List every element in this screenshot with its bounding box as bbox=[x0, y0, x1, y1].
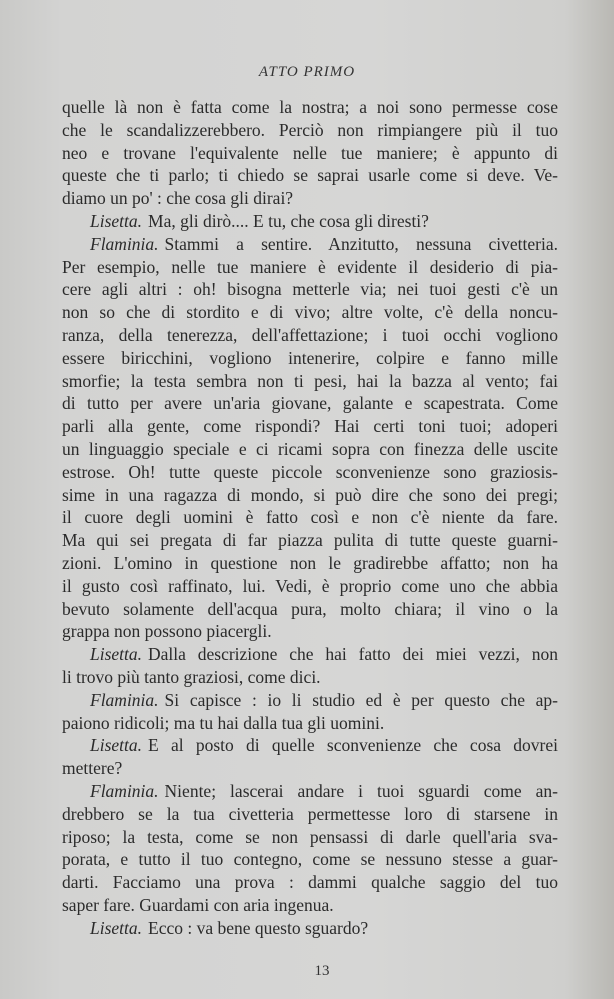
text-line bbox=[62, 803, 558, 826]
text-line bbox=[62, 370, 558, 393]
line-text: Ma, gli dirò.... E tu, che cosa gli diresti? bbox=[148, 210, 429, 231]
line-text: darti. Facciamo una prova : dammi qualche saggio del tuo bbox=[62, 872, 558, 893]
line-text: grappa non possono piacergli. bbox=[62, 621, 272, 642]
line-text: riposo; la testa, come se non pensassi di darle quell'aria sva- bbox=[62, 826, 558, 847]
text-line bbox=[62, 278, 558, 301]
running-header: ATTO PRIMO bbox=[258, 64, 356, 80]
line-text: un linguaggio speciale e ci ricami sopra con finezza delle uscite bbox=[62, 438, 558, 459]
line-text: smorfie; la testa sembra non ti pesi, hai la bazza al vento; fai bbox=[62, 370, 558, 391]
speaker-name: Flaminia. bbox=[90, 780, 159, 801]
text-line bbox=[62, 529, 558, 552]
text-line bbox=[62, 301, 558, 324]
line-text: saper fare. Guardami con aria ingenua. bbox=[62, 894, 334, 915]
line-text: queste che ti parlo; ti chiedo se saprai usarle come si deve. Ve- bbox=[62, 165, 558, 186]
line-text: Ma qui sei pregata di far piazza pulita di tutte queste guarni- bbox=[62, 530, 558, 551]
line-text: paiono ridicoli; ma tu hai dalla tua gli uomini. bbox=[62, 712, 385, 733]
text-line bbox=[62, 164, 558, 187]
text-line bbox=[62, 461, 558, 484]
line-text: Dalla descrizione che hai fatto dei miei vezzi, non bbox=[148, 644, 558, 665]
line-text: che le scandalizzerebbero. Perciò non rimpiangere più il tuo bbox=[62, 119, 558, 140]
line-text: non so che di stordito e di vivo; altre volte, c'è della noncu- bbox=[62, 302, 558, 323]
speaker-name: Flaminia. bbox=[90, 689, 159, 710]
text-line bbox=[62, 392, 558, 415]
text-line bbox=[62, 848, 558, 871]
page-number: 13 bbox=[314, 963, 330, 979]
speaker-name: Flaminia. bbox=[90, 233, 159, 254]
text-line bbox=[62, 666, 558, 689]
text-line bbox=[62, 233, 558, 256]
line-text: neo e trovane l'equivalente nelle tue maniere; è appunto di bbox=[62, 142, 558, 163]
text-line bbox=[62, 142, 558, 165]
text-line bbox=[62, 187, 558, 210]
text-line bbox=[62, 780, 558, 803]
text-line bbox=[62, 484, 558, 507]
line-text: diamo un po' : che cosa gli dirai? bbox=[62, 188, 294, 209]
line-text: quelle là non è fatta come la nostra; a noi sono permesse cose bbox=[62, 97, 558, 117]
line-text: bevuto solamente dell'acqua pura, molto chiara; il vino o la bbox=[62, 598, 558, 619]
speaker-name: Lisetta. bbox=[90, 917, 143, 938]
speaker-name: Lisetta. bbox=[90, 210, 143, 231]
text-line bbox=[62, 917, 558, 940]
line-text: il gusto così raffinato, lui. Vedi, è proprio come uno che abbia bbox=[62, 575, 558, 596]
text-line bbox=[62, 324, 558, 347]
line-text: ranza, della tenerezza, dell'affettazione; i tuoi occhi vogliono bbox=[62, 324, 558, 345]
text-line bbox=[62, 734, 558, 757]
text-line bbox=[62, 438, 558, 461]
text-line bbox=[62, 96, 558, 119]
line-text: li trovo più tanto graziosi, come dici. bbox=[62, 666, 321, 687]
text-line bbox=[62, 871, 558, 894]
line-text: cere agli altri : oh! bisogna metterle via; nei tuoi gesti c'è un bbox=[62, 279, 558, 300]
text-line bbox=[62, 506, 558, 529]
text-line bbox=[62, 575, 558, 598]
line-text: drebbero se la tua civetteria permettesse loro di starsene in bbox=[62, 803, 558, 824]
text-line bbox=[62, 643, 558, 666]
text-line bbox=[62, 119, 558, 142]
speaker-name: Lisetta. bbox=[90, 644, 143, 665]
line-text: Per esempio, nelle tue maniere è evidente il desiderio di pia- bbox=[62, 256, 558, 277]
line-text: porata, e tutto il tuo contegno, come se nessuno stesse a guar- bbox=[62, 849, 558, 870]
text-line bbox=[62, 826, 558, 849]
speaker-name: Lisetta. bbox=[90, 735, 143, 756]
line-text: il cuore degli uomini è fatto così e non c'è niente da fare. bbox=[62, 507, 558, 528]
text-line bbox=[62, 689, 558, 712]
text-line bbox=[62, 894, 558, 917]
line-text: Si capisce : io li studio ed è per questo che ap- bbox=[164, 689, 558, 710]
line-text: Ecco : va bene questo sguardo? bbox=[148, 917, 369, 938]
text-line bbox=[62, 712, 558, 735]
line-text: di tutto per avere un'aria giovane, galante e scapestrata. Come bbox=[62, 393, 558, 414]
line-text: Stammi a sentire. Anzitutto, nessuna civetteria. bbox=[164, 233, 558, 254]
line-text: estrose. Oh! tutte queste piccole sconvenienze sono graziosis- bbox=[62, 461, 558, 482]
line-text: parli alla gente, come rispondi? Hai certi toni tuoi; adoperi bbox=[62, 416, 558, 437]
line-text: zioni. L'omino in questione non le gradirebbe affatto; non ha bbox=[62, 552, 558, 573]
text-line bbox=[62, 598, 558, 621]
line-text: essere biricchini, vogliono intenerire, colpire e fanno mille bbox=[62, 347, 558, 368]
text-line bbox=[62, 757, 558, 780]
line-text: mettere? bbox=[62, 758, 123, 779]
body-text bbox=[62, 96, 558, 939]
line-text: sime in una ragazza di mondo, si può dire che sono dei pregi; bbox=[62, 484, 558, 505]
line-text: Niente; lascerai andare i tuoi sguardi come an- bbox=[164, 780, 558, 801]
text-line bbox=[62, 347, 558, 370]
text-line bbox=[62, 210, 558, 233]
text-line bbox=[62, 415, 558, 438]
line-text: E al posto di quelle sconvenienze che cosa dovrei bbox=[148, 735, 558, 756]
text-line bbox=[62, 256, 558, 279]
text-line bbox=[62, 620, 558, 643]
text-line bbox=[62, 552, 558, 575]
